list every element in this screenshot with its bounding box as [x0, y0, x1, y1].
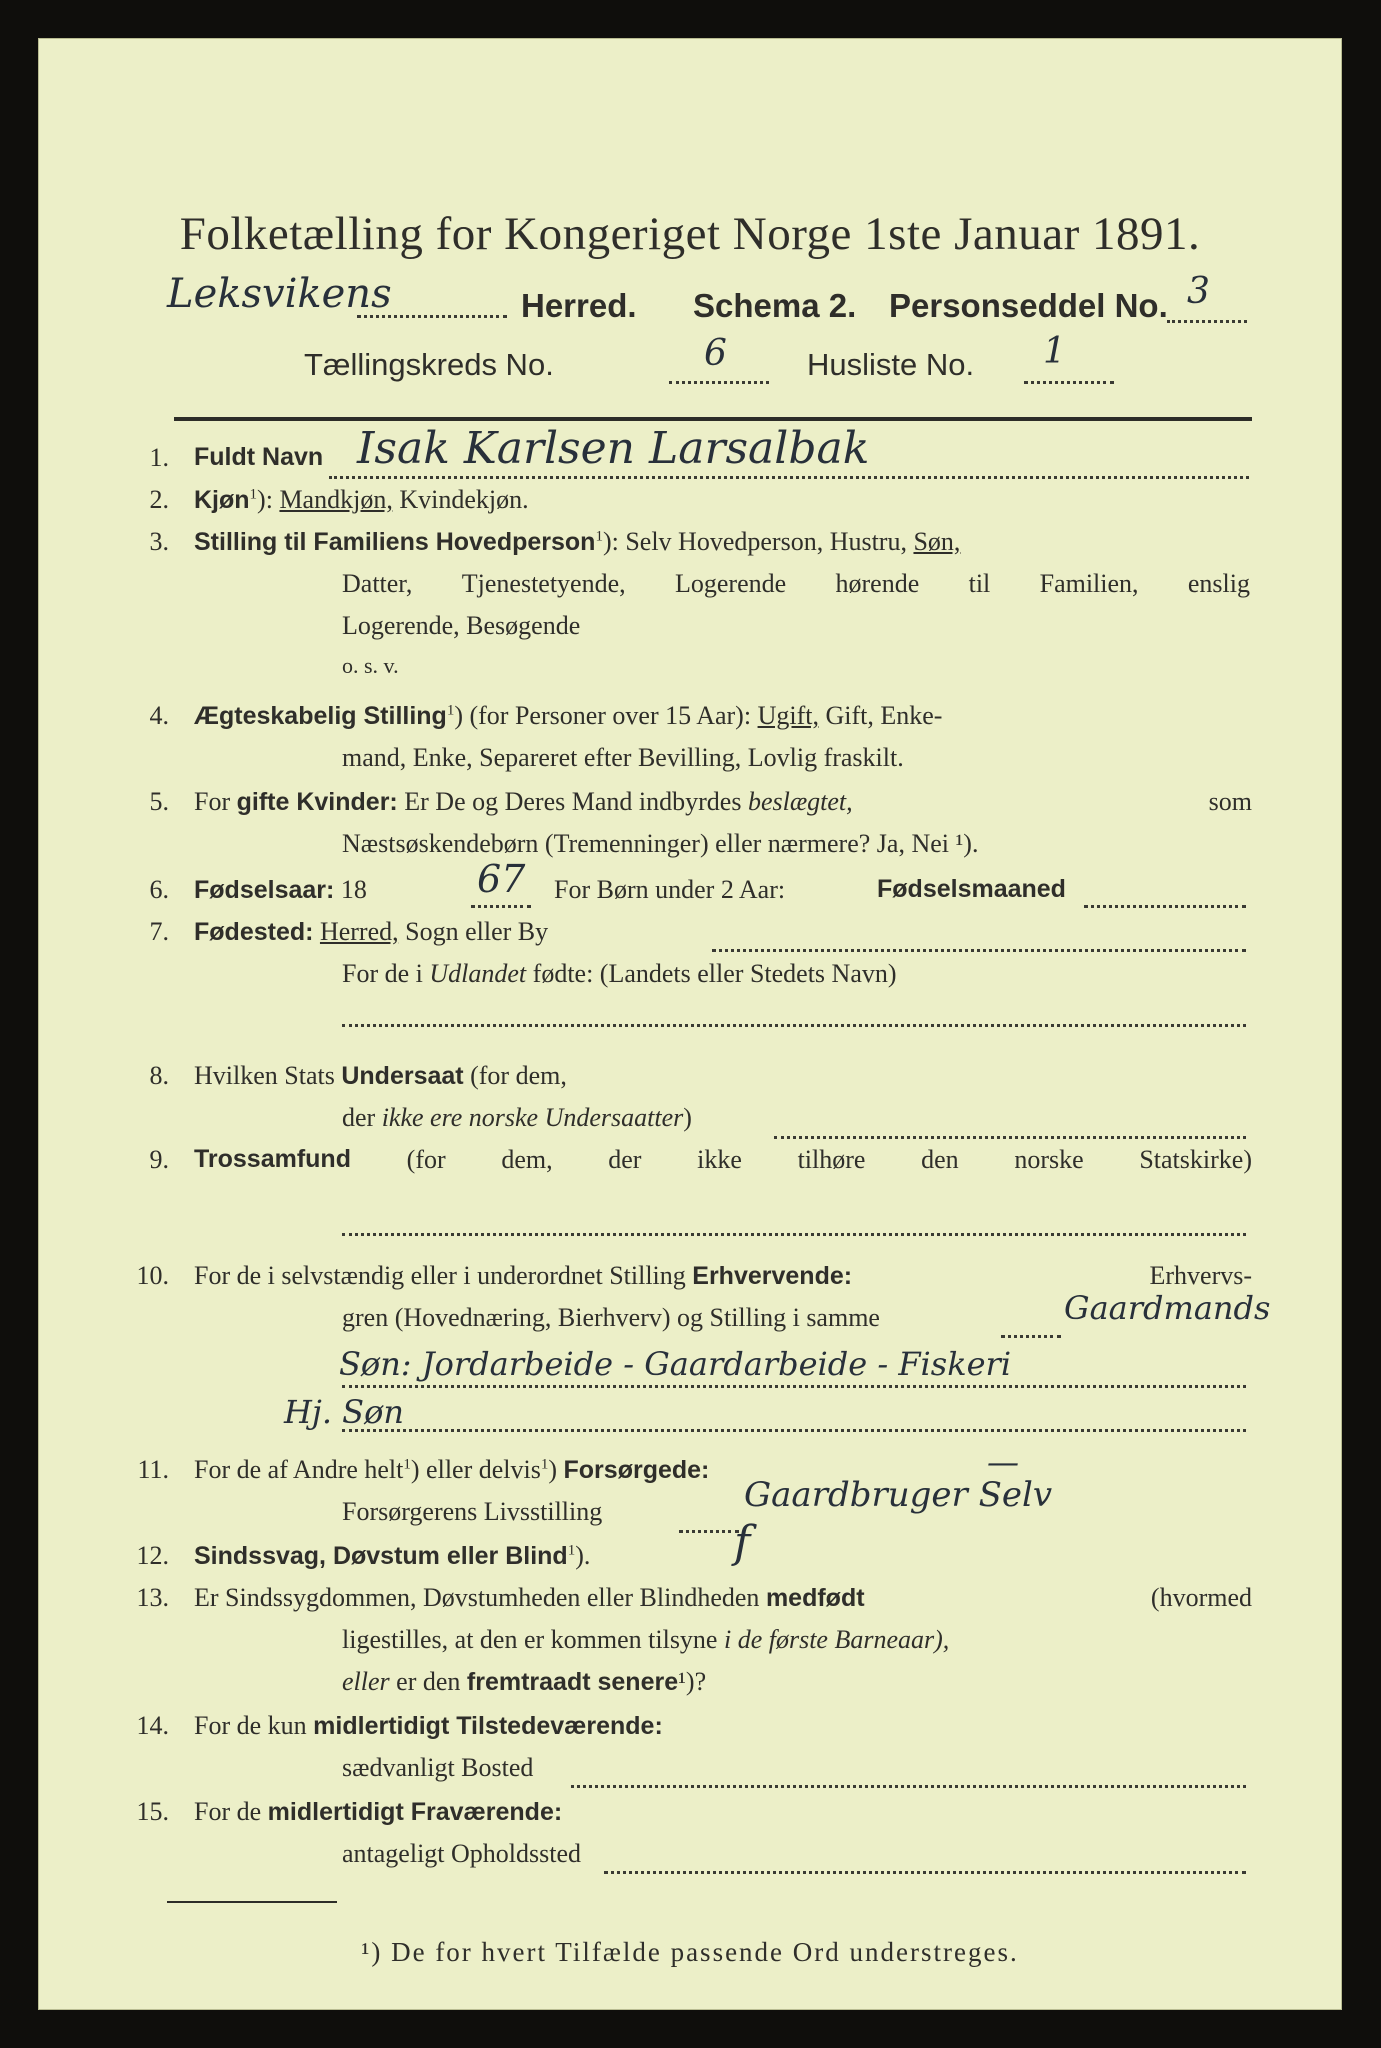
q13-line-1b: medfødt: [765, 1584, 865, 1612]
q3-word: hørende: [835, 569, 920, 598]
kreds-dots: [669, 381, 769, 384]
q3-option-son: Søn,: [913, 527, 961, 556]
q12-label: Sindssvag, Døvstum eller Blind: [194, 1542, 568, 1570]
q6-number: 6.: [149, 875, 169, 904]
q9-word: der: [608, 1145, 642, 1174]
kreds-value: 6: [704, 333, 727, 374]
q1-number: 1.: [149, 443, 169, 472]
q3-options: ): Selv Hovedperson, Hustru,: [602, 527, 907, 556]
q6-month-dots: [1084, 905, 1246, 908]
q7-line-2c: fødte: (Landets eller Stedets Navn): [532, 959, 897, 988]
q10-label: Erhvervende:: [692, 1262, 853, 1290]
q10-line-1a: For de i selvstændig eller i underordnet Stilling: [194, 1261, 686, 1290]
question-15: [39, 1797, 1343, 1837]
q13-line-2: [39, 1625, 1343, 1665]
q3-word: Logerende: [674, 569, 787, 598]
q7-option-herred: Herred,: [319, 917, 399, 946]
q13-line-3: [39, 1667, 1343, 1707]
q9-word: Statskirke): [1139, 1145, 1252, 1174]
q2-number: 2.: [149, 485, 169, 514]
q10-line-1c: Erhvervs-: [1149, 1261, 1252, 1290]
question-12: [39, 1541, 1343, 1581]
q7-foreign-dots: [342, 1024, 1246, 1027]
q10-dots-3: [342, 1429, 1246, 1432]
q13-line-3d: ¹)?: [678, 1667, 707, 1696]
herred-value: Leksvikens: [167, 271, 392, 317]
q14-label: midlertidigt Tilstedeværende:: [313, 1712, 663, 1740]
q3-word: til: [968, 569, 991, 598]
q2-option-kvindekjon: Kvindekjøn.: [399, 485, 529, 514]
q15-label: midlertidigt Fraværende:: [267, 1798, 563, 1826]
herred-label: Herred.: [521, 287, 637, 324]
q5-text-a: Er De og Deres Mand indbyrdes: [404, 787, 742, 816]
q12-sup: 1: [567, 1542, 576, 1559]
q4-text-a: ) (for Personer over 15 Aar):: [454, 701, 752, 730]
q7-line-2b: Udlandet: [429, 959, 527, 988]
census-form-page: [38, 38, 1342, 2010]
q8-line-1a: Hvilken Stats: [194, 1061, 335, 1090]
q15-line-2-text: antageligt Opholdssted: [342, 1839, 582, 1868]
q8-line-2a: der: [342, 1103, 376, 1132]
q9-word: dem,: [501, 1145, 553, 1174]
q11-number: 11.: [137, 1455, 169, 1484]
q6-text: For Børn under 2 Aar:: [554, 875, 786, 904]
q9-dots: [342, 1233, 1246, 1236]
q3-word: Datter,: [342, 569, 413, 598]
q4-sup: 1: [446, 702, 455, 719]
q6-prefix: 18: [340, 875, 367, 904]
q10-dots-1: [1001, 1335, 1061, 1338]
q7-line-2a: For de i: [342, 959, 423, 988]
q3-word: Tjenestetyende,: [461, 569, 626, 598]
q7-label: Fødested:: [194, 918, 314, 946]
q11-dash-value: —: [987, 1443, 1019, 1481]
q4-number: 4.: [149, 701, 169, 730]
q1-label: Fuldt Navn: [194, 443, 324, 471]
q13-line-2b: i de første Barneaar),: [723, 1625, 950, 1654]
q3-line-4: [39, 653, 1343, 693]
form-title: Folketælling for Kongeriget Norge 1ste Januar 1891.: [179, 208, 1201, 260]
footnote: ¹) De for hvert Tilfælde passende Ord understreges.: [361, 1937, 1019, 1967]
q9-label: Trossamfund: [194, 1145, 351, 1173]
q2-sup: 1: [249, 486, 258, 503]
q11-line-1a: For de af Andre helt: [194, 1455, 404, 1484]
q13-line-3a: eller: [342, 1667, 390, 1696]
q7-dots: [712, 949, 1246, 952]
q9-word: (for: [406, 1145, 446, 1174]
q3-label: Stilling til Familiens Hovedperson: [194, 528, 596, 556]
q6-year-dots: [471, 905, 531, 908]
q8-line-1c: (for dem,: [470, 1061, 567, 1090]
q11-dots: [679, 1530, 739, 1533]
q7-number: 7.: [149, 917, 169, 946]
q14-line-2-text: sædvanligt Bosted: [342, 1753, 534, 1782]
q10-value-1: Gaardmands: [1064, 1289, 1271, 1327]
q10-number: 10.: [136, 1261, 169, 1290]
q11-label: Forsørgede:: [563, 1456, 710, 1484]
q5-label: gifte Kvinder:: [236, 788, 398, 816]
q2-colon: ):: [257, 485, 273, 514]
q6-label-2: Fødselsmaaned: [877, 875, 1066, 903]
q14-dots: [571, 1785, 1246, 1788]
q3-line-3-text: Logerende, Besøgende: [342, 611, 581, 640]
q1-dots: [329, 476, 1249, 479]
q11-value: Gaardbruger Selv: [744, 1475, 1053, 1515]
question-13: [39, 1583, 1343, 1623]
q10-value-2: Søn: Jordarbeide - Gaardarbeide - Fiskeri: [339, 1345, 1012, 1383]
question-14: [39, 1711, 1343, 1751]
q11-line-1b: ) eller delvis: [410, 1455, 541, 1484]
q5-text-b: beslægtet,: [747, 787, 853, 816]
q9-word: norske: [1014, 1145, 1084, 1174]
q5-text-c: som: [1208, 787, 1252, 816]
q4-line-2-text: mand, Enke, Separeret efter Bevilling, Lovlig fraskilt.: [342, 743, 904, 772]
question-2: [39, 485, 1343, 525]
q8-line-1b: Undersaat: [341, 1062, 464, 1090]
q10-line-2-text: gren (Hovednæring, Bierhverv) og Stilling i samme: [342, 1303, 880, 1332]
personseddel-value: 3: [1187, 271, 1210, 312]
question-3: [39, 527, 1343, 567]
q4-text-b: Gift, Enke-: [825, 701, 943, 730]
q12-close: ).: [575, 1541, 591, 1570]
q3-word: Familien,: [1039, 569, 1139, 598]
q15-number: 15.: [136, 1797, 169, 1826]
q8-number: 8.: [149, 1061, 169, 1090]
q8-line-2c: ): [683, 1103, 692, 1132]
schema-label: Schema 2.: [693, 287, 857, 324]
q5-pre: For: [194, 787, 231, 816]
q13-line-3b: er den: [396, 1667, 461, 1696]
q5-line-2: [39, 829, 1343, 869]
q9-word: den: [921, 1145, 959, 1174]
q13-number: 13.: [136, 1583, 169, 1612]
q11-line-2-text: Forsørgerens Livsstilling: [342, 1497, 603, 1526]
q14-pre: For de kun: [194, 1711, 307, 1740]
q5-number: 5.: [149, 787, 169, 816]
q3-word: enslig: [1187, 569, 1250, 598]
husliste-value: 1: [1043, 331, 1066, 372]
footnote-rule: [167, 1901, 337, 1903]
husliste-label: Husliste No.: [807, 347, 975, 382]
q12-number: 12.: [136, 1541, 169, 1570]
q12-value: f: [734, 1517, 751, 1568]
q14-number: 14.: [136, 1711, 169, 1740]
q9-word: tilhøre: [797, 1145, 866, 1174]
q3-sup: 1: [595, 528, 603, 545]
q9-number: 9.: [149, 1145, 169, 1174]
question-11: 11. For de af Andre helt$^1$) eller delvis$^1$) Forsørgede:: [39, 1455, 1343, 1495]
q13-line-1c: (hvormed: [1150, 1583, 1252, 1612]
q3-number: 3.: [149, 527, 169, 556]
q6-label: Fødselsaar:: [194, 876, 335, 904]
question-6: [39, 875, 1343, 915]
q2-label: Kjøn: [194, 486, 250, 514]
q1-name-value: Isak Karlsen Larsalbak: [357, 423, 870, 474]
q7-text: Sogn eller By: [405, 917, 549, 946]
q7-line-2: [39, 959, 1343, 999]
q8-line-2b: ikke ere norske Undersaatter: [381, 1103, 684, 1132]
question-5: [39, 787, 1343, 827]
q10-dots-2: [342, 1385, 1246, 1388]
husliste-dots: [1024, 381, 1114, 384]
personseddel-label: Personseddel No.: [889, 287, 1168, 324]
herred-dots: [357, 315, 507, 318]
q13-line-2a: ligestilles, at den er kommen tilsyne: [342, 1625, 718, 1654]
question-9: [39, 1145, 1343, 1185]
q4-label: Ægteskabelig Stilling: [194, 702, 447, 730]
q13-line-3c: fremtraadt senere: [466, 1668, 679, 1696]
kreds-label: Tællingskreds No.: [304, 347, 554, 382]
q8-dots: [774, 1136, 1246, 1139]
q15-dots: [604, 1871, 1246, 1874]
header-rule: [174, 417, 1252, 421]
question-8: [39, 1061, 1343, 1101]
q4-option-ugift: Ugift,: [757, 701, 819, 730]
personseddel-dots: [1167, 320, 1247, 323]
question-4: [39, 701, 1343, 741]
q10-value-3: Hj. Søn: [284, 1393, 404, 1431]
q3-line-4-text: o. s. v.: [342, 653, 399, 678]
q9-word: ikke: [697, 1145, 742, 1174]
q4-line-2: [39, 743, 1343, 783]
q2-option-mandkjon: Mandkjøn,: [279, 485, 393, 514]
q6-year-value: 67: [477, 857, 526, 901]
q3-line-3: [39, 611, 1343, 651]
q3-line-2: [342, 569, 1250, 609]
q5-line-2-text: Næstsøskendebørn (Tremenninger) eller nærmere? Ja, Nei ¹).: [342, 829, 979, 858]
q15-pre: For de: [194, 1797, 262, 1826]
q11-line-1c: ): [548, 1455, 558, 1484]
q13-line-1a: Er Sindssygdommen, Døvstumheden eller Blindheden: [194, 1583, 760, 1612]
